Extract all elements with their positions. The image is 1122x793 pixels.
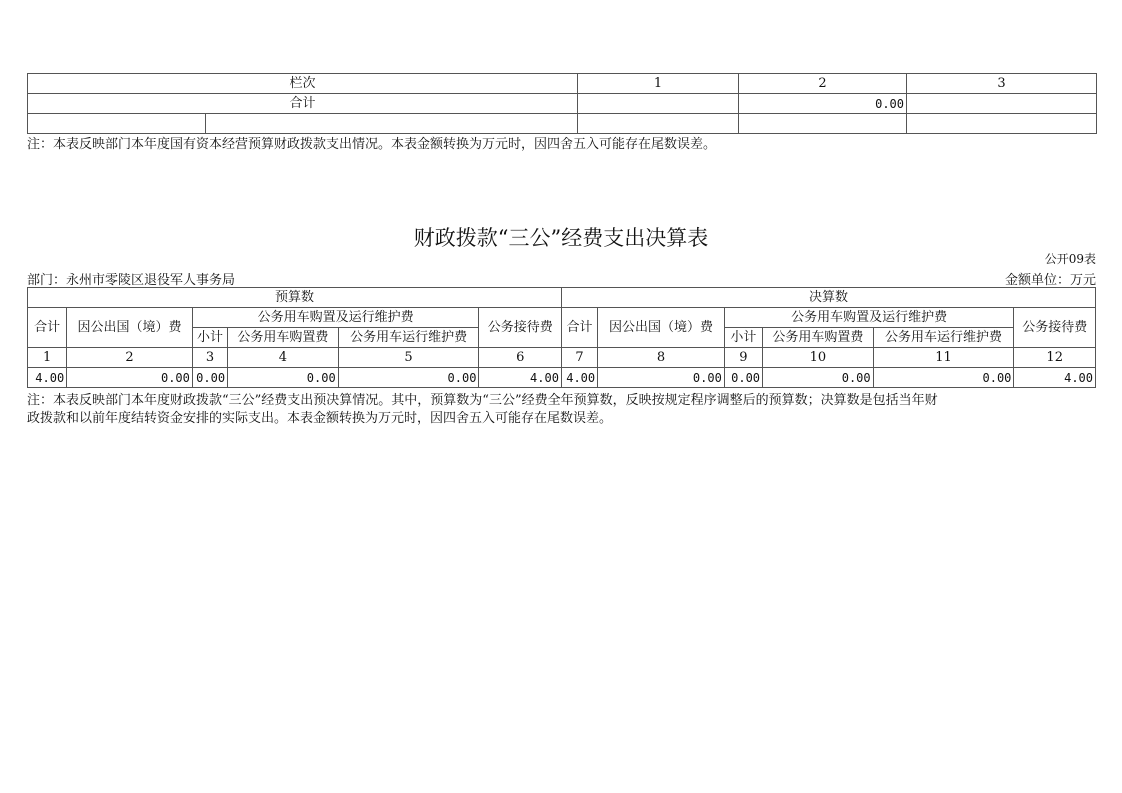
empty-cell <box>739 114 907 134</box>
table-row <box>28 114 1097 134</box>
column-number-cell: 7 <box>561 348 597 368</box>
capital-budget-table <box>27 73 1097 134</box>
empty-cell <box>28 114 206 134</box>
value-cell: 4.00 <box>561 368 597 388</box>
value-cell: 4.00 <box>28 368 67 388</box>
value-cell <box>578 94 739 114</box>
value-cell: 0.00 <box>739 94 907 114</box>
column-number-cell: 3 <box>907 74 1097 94</box>
total-label-cell: 合计 <box>28 94 578 114</box>
vehicle-purchase-header: 公务用车购置费 <box>763 328 874 348</box>
value-cell: 0.00 <box>873 368 1014 388</box>
subtotal-header: 小计 <box>724 328 762 348</box>
column-number-cell: 6 <box>479 348 562 368</box>
abroad-header: 因公出国（境）费 <box>67 308 193 348</box>
table-row <box>28 288 1096 308</box>
value-cell: 4.00 <box>1014 368 1096 388</box>
column-number-cell: 2 <box>739 74 907 94</box>
empty-cell <box>578 114 739 134</box>
column-number-cell: 5 <box>338 348 479 368</box>
budget-group-header: 预算数 <box>28 288 562 308</box>
table-row <box>28 368 1096 388</box>
row-header-cell: 栏次 <box>28 74 578 94</box>
final-group-header: 决算数 <box>561 288 1095 308</box>
value-cell <box>907 94 1097 114</box>
value-cell: 0.00 <box>724 368 762 388</box>
table-note <box>27 392 1096 428</box>
table-row <box>28 74 1097 94</box>
value-cell: 0.00 <box>192 368 227 388</box>
table-note: 注：本表反映部门本年度国有资本经营预算财政拨款支出情况。本表金额转换为万元时，因四舍五入可能存在尾数误差。 <box>27 137 717 152</box>
column-number-cell: 10 <box>763 348 874 368</box>
column-number-cell: 12 <box>1014 348 1096 368</box>
empty-cell <box>206 114 578 134</box>
column-number-cell: 1 <box>578 74 739 94</box>
column-number-cell: 11 <box>873 348 1014 368</box>
note-line: 注：本表反映部门本年度财政拨款“三公”经费支出预决算情况。其中，预算数为“三公”经费全年预算数，反映按规定程序调整后的预算数；决算数是包括当年财 <box>27 393 938 408</box>
table-row <box>28 348 1096 368</box>
vehicle-group-header: 公务用车购置及运行维护费 <box>724 308 1014 328</box>
reception-header: 公务接待费 <box>1014 308 1096 348</box>
vehicle-operation-header: 公务用车运行维护费 <box>873 328 1014 348</box>
table-row <box>28 308 1096 328</box>
empty-cell <box>907 114 1097 134</box>
vehicle-group-header: 公务用车购置及运行维护费 <box>192 308 479 328</box>
abroad-header: 因公出国（境）费 <box>598 308 725 348</box>
value-cell: 0.00 <box>598 368 725 388</box>
note-line: 政拨款和以前年度结转资金安排的实际支出。本表金额转换为万元时，因四舍五入可能存在尾数误差。 <box>27 411 613 426</box>
column-number-cell: 4 <box>228 348 339 368</box>
department-label: 部门：永州市零陵区退役军人事务局 <box>27 273 236 288</box>
value-cell: 0.00 <box>763 368 874 388</box>
table-row <box>28 94 1097 114</box>
value-cell: 0.00 <box>67 368 193 388</box>
subtotal-header: 小计 <box>192 328 227 348</box>
column-number-cell: 1 <box>28 348 67 368</box>
total-header: 合计 <box>28 308 67 348</box>
three-public-expenses-table <box>27 287 1096 388</box>
column-number-cell: 8 <box>598 348 725 368</box>
vehicle-purchase-header: 公务用车购置费 <box>228 328 339 348</box>
vehicle-operation-header: 公务用车运行维护费 <box>338 328 479 348</box>
column-number-cell: 9 <box>724 348 762 368</box>
value-cell: 0.00 <box>338 368 479 388</box>
table-code: 公开09表 <box>1044 252 1096 266</box>
page-title: 财政拨款“三公”经费支出决算表 <box>413 226 709 250</box>
value-cell: 0.00 <box>228 368 339 388</box>
column-number-cell: 2 <box>67 348 193 368</box>
value-cell: 4.00 <box>479 368 562 388</box>
reception-header: 公务接待费 <box>479 308 562 348</box>
unit-label: 金额单位：万元 <box>1004 273 1096 288</box>
total-header: 合计 <box>561 308 597 348</box>
column-number-cell: 3 <box>192 348 227 368</box>
